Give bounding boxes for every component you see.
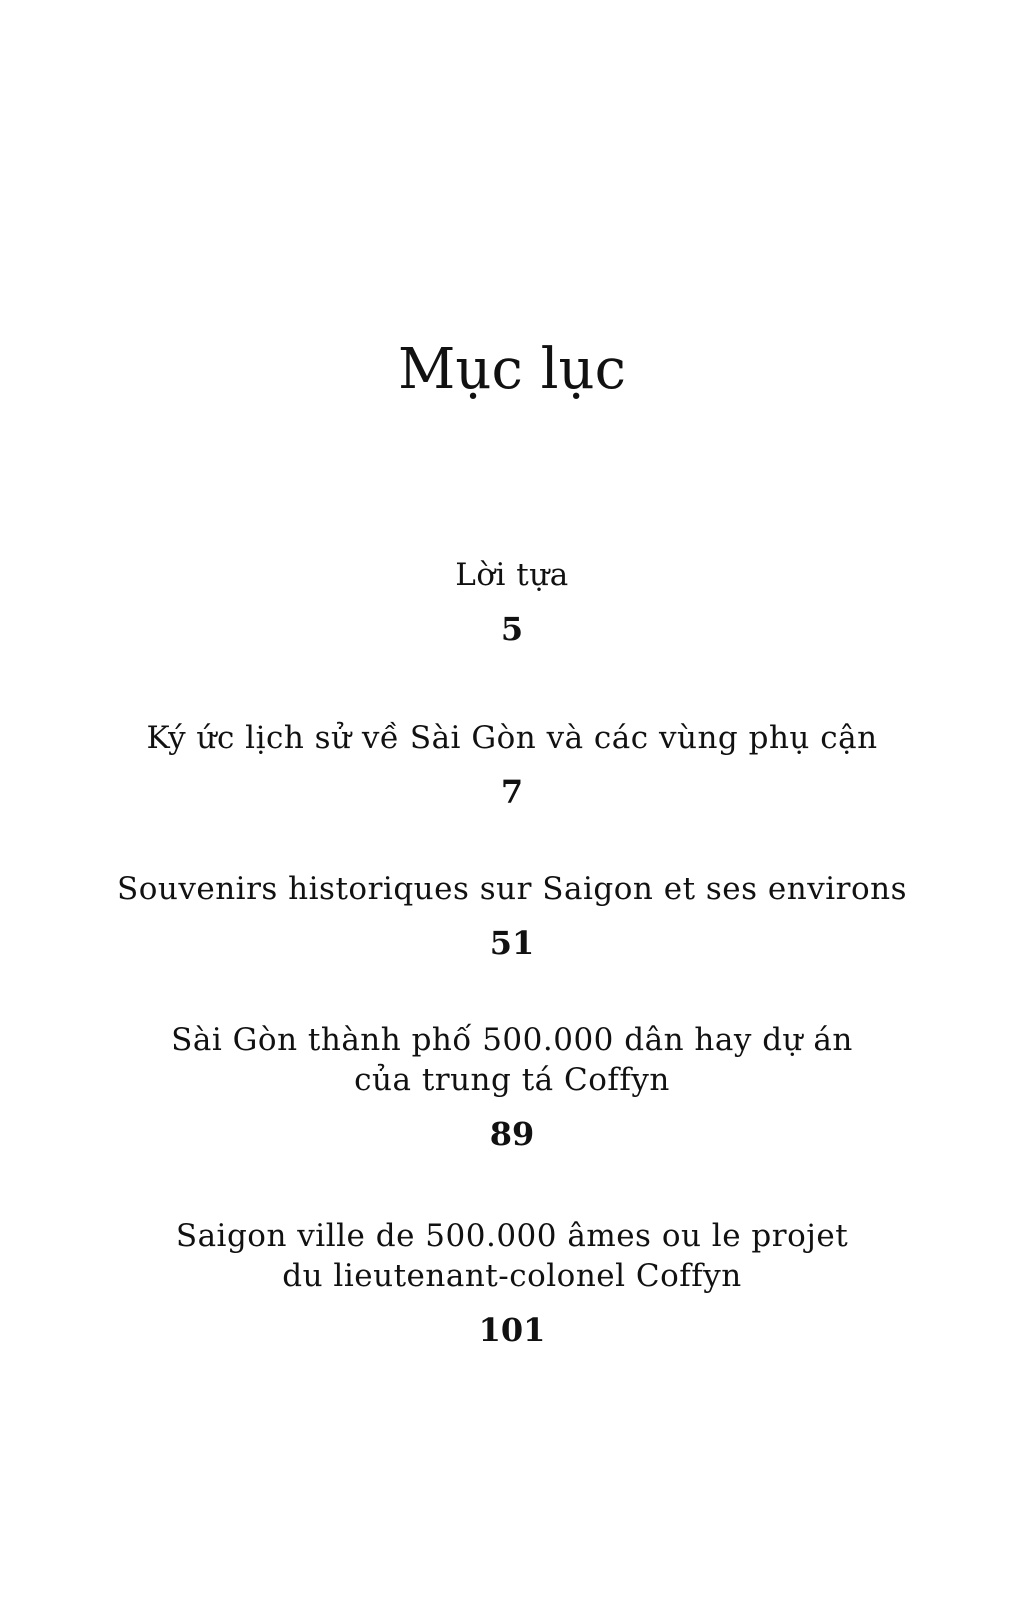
toc-entry	[0, 555, 1024, 649]
toc-entry-page-number: 89	[489, 1115, 535, 1153]
toc-entry-page-number: 7	[500, 773, 524, 811]
toc-entry-page-number: 5	[500, 610, 524, 648]
toc-entry-title: Saigon ville de 500.000 âmes ou le projet du lieutenant-colonel Coffyn	[175, 1218, 849, 1294]
toc-entry-title: Sài Gòn thành phố 500.000 dân hay dự án của trung tá Coffyn	[171, 1022, 853, 1098]
toc-entry-page-number: 101	[478, 1311, 546, 1349]
page-title: Mục lục	[398, 337, 626, 402]
toc-entry-title: Lời tựa	[455, 557, 569, 593]
toc-entry	[0, 1020, 1024, 1154]
toc-entry	[0, 1216, 1024, 1350]
toc-entry	[0, 869, 1024, 963]
toc-entry-page-number: 51	[489, 924, 535, 962]
toc-entry	[0, 718, 1024, 812]
toc-entry-title: Souvenirs historiques sur Saigon et ses environs	[116, 871, 908, 907]
toc-entry-title: Ký ức lịch sử về Sài Gòn và các vùng phụ cận	[146, 720, 878, 756]
